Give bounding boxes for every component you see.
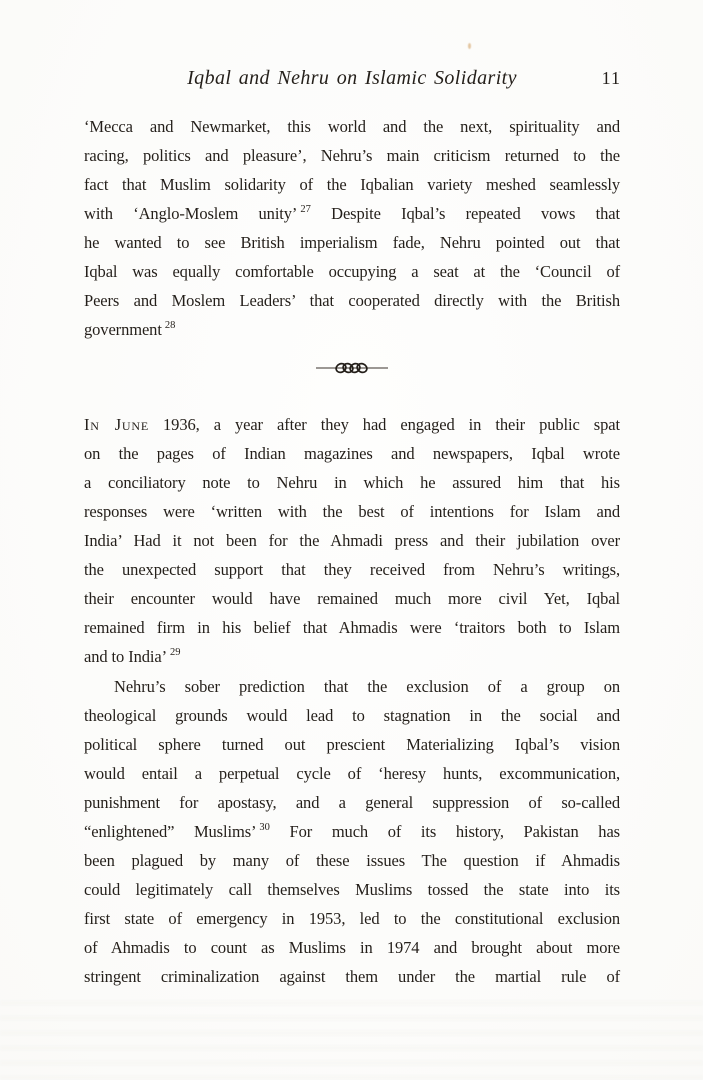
text-line [84,410,620,439]
text-line [84,526,620,555]
text-line [84,875,620,904]
text-line [84,846,620,875]
text-run: a conciliatory note to Nehru in which he assured him that his [84,473,620,492]
text-run: responses were ‘written with the best of intentions for Islam and [84,502,620,521]
chapter-title: Iqbal and Nehru on Islamic Solidarity [187,67,517,89]
text-line [84,170,620,199]
text-run: the unexpected support that they received from Nehru’s writings, [84,560,620,579]
body-paragraph [84,410,620,671]
text-run: on the pages of Indian magazines and newspapers, Iqbal wrote [84,444,620,463]
text-line [84,497,620,526]
text-run: ‘Mecca and Newmarket, this world and the next, spirituality and [84,117,620,136]
footnote-reference: 27 [300,203,311,215]
text-run: Peers and Moslem Leaders’ that cooperated directly with the British [84,291,620,310]
text-line [84,817,620,846]
text-line [84,788,620,817]
text-run: fact that Muslim solidarity of the Iqbalian variety meshed seamlessly [84,175,620,194]
text-line [84,642,620,671]
running-header [84,64,620,92]
text-line [84,613,620,642]
page-number: 11 [601,68,621,88]
text-run: he wanted to see British imperialism fade, Nehru pointed out that [84,233,620,252]
text-run: of Ahmadis to count as Muslims in 1974 and brought about more [84,938,620,957]
section-divider-ornament [316,360,388,376]
text-line [84,933,620,962]
text-line [84,228,620,257]
text-line [84,555,620,584]
text-line [84,730,620,759]
text-run: stringent criminalization against them under the martial rule of [84,967,620,986]
text-line [84,962,620,991]
small-caps-text: In June [84,415,149,434]
text-line [84,584,620,613]
footnote-reference: 30 [259,821,270,833]
footnote-reference: 28 [164,319,176,331]
text-run: For much of its history, Pakistan has [269,822,620,841]
text-line [84,112,620,141]
text-run: Iqbal was equally comfortable occupying a seat at the ‘Council of [84,262,620,281]
text-run: Nehru’s sober prediction that the exclusion of a group on [114,677,620,696]
text-run: been plagued by many of these issues The question if Ahmadis [84,851,620,870]
text-run: their encounter would have remained much more civil Yet, Iqbal [84,589,620,608]
body-paragraph [84,672,620,991]
text-run: theological grounds would lead to stagnation in the social and [84,706,620,725]
text-run: “enlightened” Muslims’ [84,822,257,841]
text-run: India’ Had it not been for the Ahmadi press and their jubilation over [84,531,620,550]
text-run: government [84,320,162,339]
text-line [84,439,620,468]
page-bleedthrough-texture [0,1000,703,1080]
body-paragraph [84,112,620,344]
text-run: would entail a perpetual cycle of ‘heresy hunts, excommunication, [84,764,620,783]
text-run: and to India’ [84,647,168,666]
text-run: with ‘Anglo-Moslem unity’ [84,204,298,223]
text-line [84,701,620,730]
text-run: Despite Iqbal’s repeated vows that [310,204,621,223]
text-run: could legitimately call themselves Muslims tossed the state into its [84,880,620,899]
text-line [84,199,620,228]
text-line [84,672,620,701]
text-line [84,141,620,170]
text-run: racing, politics and pleasure’, Nehru’s main criticism returned to the [84,146,620,165]
text-line [84,468,620,497]
text-run: 1936, a year after they had engaged in their public spat [148,415,620,434]
text-run: first state of emergency in 1953, led to the constitutional exclusion [84,909,620,928]
braided-knot-rule-icon [316,360,388,376]
text-line [84,904,620,933]
text-line [84,286,620,315]
text-line [84,257,620,286]
scan-artifact-speck [468,43,471,49]
text-line [84,315,620,344]
text-line [84,759,620,788]
text-run: political sphere turned out prescient Materializing Iqbal’s vision [84,735,620,754]
text-run: punishment for apostasy, and a general suppression of so-called [84,793,620,812]
footnote-reference: 29 [170,646,181,658]
text-run: remained firm in his belief that Ahmadis were ‘traitors both to Islam [84,618,620,637]
